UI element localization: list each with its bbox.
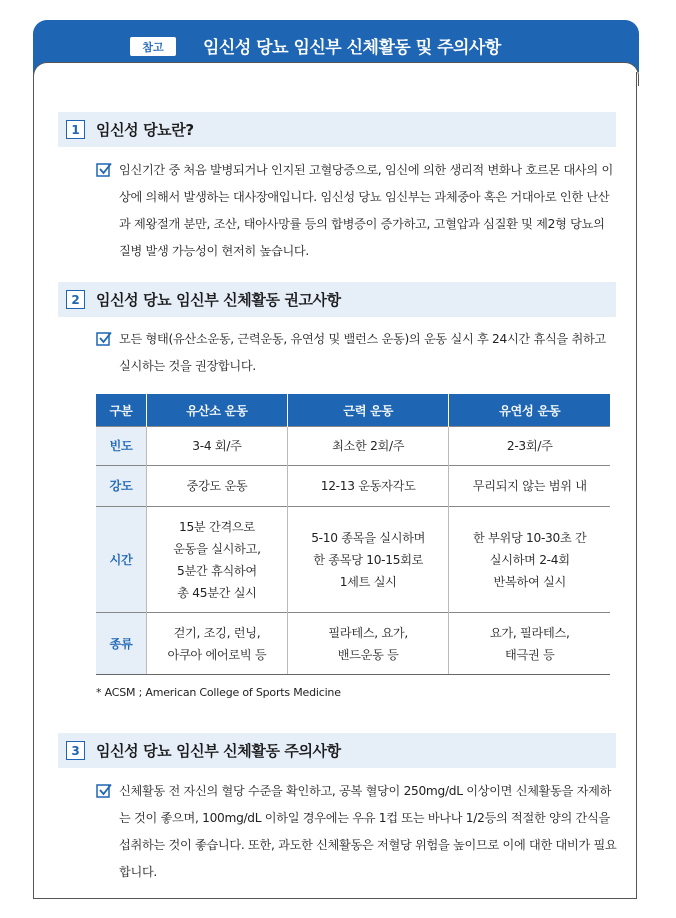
- checkbox-check-icon: [96, 162, 112, 178]
- cell-line: 반복하여 실시: [493, 574, 566, 589]
- table-header-aerobic: 유산소 운동: [147, 394, 288, 427]
- table-header-strength: 근력 운동: [287, 394, 449, 427]
- cell-line: 필라테스, 요가,: [328, 625, 408, 640]
- table-row: [96, 427, 610, 466]
- table-cell: 무리되지 않는 범위 내: [449, 466, 610, 507]
- row-label-intensity: 강도: [96, 466, 147, 507]
- table-row: [96, 466, 610, 507]
- reference-badge: 참고: [130, 37, 176, 56]
- table-cell: 중강도 운동: [147, 466, 288, 507]
- cell-line: 요가, 필라테스,: [489, 625, 570, 640]
- checkbox-check-icon: [96, 331, 112, 347]
- section-3-header: [58, 733, 616, 768]
- row-label-frequency: 빈도: [96, 427, 147, 466]
- section-3-paragraph: [96, 778, 618, 886]
- table-cell: [287, 613, 449, 675]
- table-header-row: [96, 394, 610, 427]
- section-1-number: 1: [66, 120, 85, 139]
- cell-line: 실시하며 2-4회: [489, 552, 570, 567]
- table-cell: [147, 507, 288, 613]
- section-1-paragraph: [96, 157, 618, 265]
- table-row: [96, 613, 610, 675]
- cell-line: 5분간 휴식하여: [177, 563, 257, 578]
- table-cell: 12-13 운동자각도: [287, 466, 449, 507]
- table-row: [96, 507, 610, 613]
- section-2-text: 모든 형태(유산소운동, 근력운동, 유연성 및 밸런스 운동)의 운동 실시 후 24시간 휴식을 취하고 실시하는 것을 권장합니다.: [119, 332, 606, 373]
- section-2-number: 2: [66, 290, 85, 309]
- section-2-title: 임신성 당뇨 임신부 신체활동 권고사항: [96, 291, 341, 309]
- table-cell: 3-4 회/주: [147, 427, 288, 466]
- cell-line: 태극권 등: [505, 647, 555, 662]
- exercise-recommendation-table: [96, 394, 610, 675]
- cell-line: 걷기, 조깅, 런닝,: [173, 625, 261, 640]
- row-label-type: 종류: [96, 613, 147, 675]
- cell-line: 아쿠아 에어로빅 등: [167, 647, 267, 662]
- section-1-title: 임신성 당뇨란?: [96, 121, 194, 139]
- cell-line: 한 종목당 10-15회로: [313, 552, 424, 567]
- checkbox-check-icon: [96, 783, 112, 799]
- table-footnote: * ACSM ; American College of Sports Medicine: [96, 686, 341, 699]
- row-label-duration: 시간: [96, 507, 147, 613]
- section-1-header: [58, 112, 616, 147]
- table-cell: 최소한 2회/주: [287, 427, 449, 466]
- table-cell: [287, 507, 449, 613]
- section-1-text: 임신기간 중 처음 발병되거나 인지된 고혈당증으로, 임신에 의한 생리적 변화나 호르몬 대사의 이상에 의해서 발생하는 대사장애입니다. 임신성 당뇨 임신부는 과체중아 혹은 거대아로 인한 난산과 제왕절개 분만, 조산, 태아사망률 등의 합병증이 증가하고, 고혈압과 심질환 및 제2형 당뇨의 질병 발생 가능성이 현저히 높습니다.: [119, 163, 613, 258]
- cell-line: 한 부위당 10-30초 간: [473, 530, 587, 545]
- section-3-number: 3: [66, 741, 85, 760]
- cell-line: 5-10 종목을 실시하며: [311, 530, 426, 545]
- section-2-paragraph: [96, 326, 618, 380]
- section-3-text: 신체활동 전 자신의 혈당 수준을 확인하고, 공복 혈당이 250mg/dL 이상이면 신체활동을 자제하는 것이 좋으며, 100mg/dL 이하일 경우에는 우유 1컵 또는 바나나 1/2등의 적절한 양의 간식을 섭취하는 것이 좋습니다. 또한, 과도한 신체활동은 저혈당 위험을 높이므로 이에 대한 대비가 필요합니다.: [119, 784, 617, 879]
- table-header-category: 구분: [96, 394, 147, 427]
- cell-line: 밴드운동 등: [337, 647, 399, 662]
- page-title: 임신성 당뇨 임신부 신체활동 및 주의사항: [203, 38, 501, 58]
- table-cell: [449, 507, 610, 613]
- cell-line: 1세트 실시: [339, 574, 397, 589]
- table-cell: 2-3회/주: [449, 427, 610, 466]
- table-cell: [449, 613, 610, 675]
- cell-line: 총 45분간 실시: [177, 585, 257, 600]
- cell-line: 운동을 실시하고,: [173, 541, 261, 556]
- section-3-title: 임신성 당뇨 임신부 신체활동 주의사항: [96, 742, 341, 760]
- table-cell: [147, 613, 288, 675]
- table-header-flexibility: 유연성 운동: [449, 394, 610, 427]
- cell-line: 15분 간격으로: [179, 519, 255, 534]
- section-2-header: [58, 282, 616, 317]
